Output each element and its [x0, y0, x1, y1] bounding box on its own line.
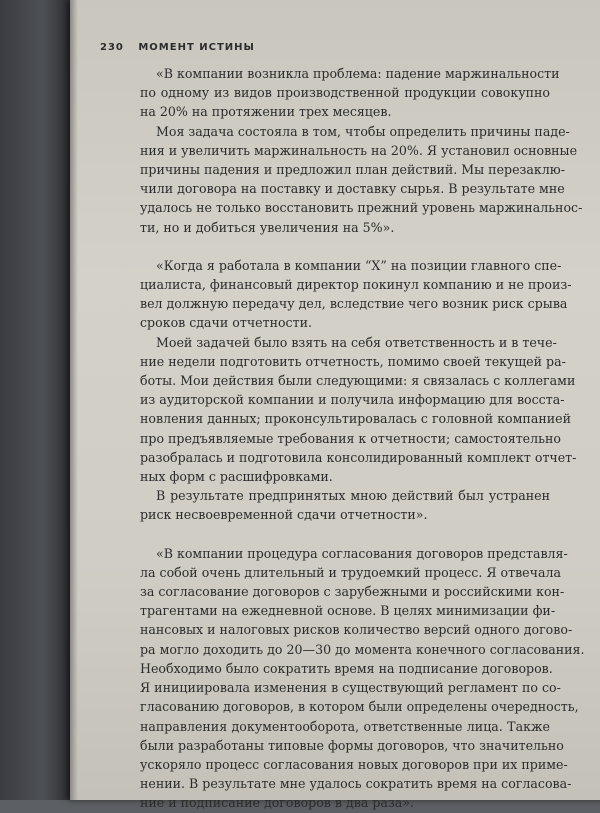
paragraph — [140, 486, 550, 524]
text-line: чили договора на поставку и доставку сырья. В результате мне — [140, 181, 565, 197]
text-line: Необходимо было сократить время на подписание договоров. — [140, 660, 553, 676]
quote-block — [140, 544, 585, 813]
text-line: ние и подписание договоров в два раза». — [140, 795, 414, 811]
text-line: ти, но и добиться увеличения на 5%». — [140, 219, 395, 235]
paragraph — [140, 544, 585, 813]
paragraph — [140, 64, 560, 122]
text-line: вел должную передачу дел, вследствие чего возник риск срыва — [140, 296, 568, 312]
text-line: «Когда я работала в компании “Х” на позиции главного спе- — [156, 257, 562, 273]
block-gap — [140, 237, 550, 256]
book-page — [70, 0, 600, 811]
text-line: риск несвоевременной сдачи отчетности». — [140, 507, 428, 523]
text-line: на 20% на протяжении трех месяцев. — [140, 104, 392, 120]
text-line: из аудиторской компании и получила информацию для восста- — [140, 392, 565, 408]
text-line: В результате предпринятых мною действий был устранен — [156, 488, 550, 504]
page-body-text — [140, 64, 585, 813]
text-line: удалось не только восстановить прежний уровень маржинальнос- — [140, 200, 583, 216]
paragraph — [140, 256, 572, 333]
text-line: ние недели подготовить отчетность, помимо своей текущей ра- — [140, 353, 566, 369]
text-line: ла собой очень длительный и трудоемкий процесс. Я отвечала — [140, 564, 561, 580]
text-line: ных форм с расшифровками. — [140, 469, 333, 485]
running-header — [100, 42, 255, 53]
text-line: нении. В результате мне удалось сократить время на согласова- — [140, 776, 572, 792]
text-line: новления данных; проконсультировалась с головной компанией — [140, 411, 571, 427]
paragraph — [140, 122, 583, 237]
text-line: гласованию договоров, в котором были определены очередность, — [140, 699, 579, 715]
text-line: Я инициировала изменения в существующий регламент по со- — [140, 680, 561, 696]
text-line: нансовых и налоговых рисков количество версий одного догово- — [140, 622, 573, 638]
text-line: трагентами на ежедневной основе. В целях минимизации фи- — [140, 603, 556, 619]
paragraph — [140, 333, 577, 487]
text-line: по одному из видов производственной продукции совокупно — [140, 85, 550, 101]
text-line: «В компании процедура согласования договоров представля- — [156, 545, 568, 561]
text-line: «В компании возникла проблема: падение маржинальности — [156, 66, 560, 81]
text-line: ра могло доходить до 20—30 до момента конечного согласования. — [140, 641, 585, 657]
text-line: циалиста, финансовый директор покинул компанию и не произ- — [140, 277, 572, 293]
block-gap — [140, 525, 550, 544]
text-line: про предъявляемые требования к отчетности; самостоятельно — [140, 430, 561, 446]
text-line: причины падения и предложил план действий. Мы перезаклю- — [140, 162, 566, 178]
text-line: Моей задачей было взять на себя ответственность и в тече- — [156, 334, 557, 350]
running-title: МОМЕНТ ИСТИНЫ — [138, 42, 255, 53]
text-line: ускоряло процесс согласования новых договоров при их приме- — [140, 756, 568, 772]
quote-block — [140, 256, 577, 525]
text-line: сроков сдачи отчетности. — [140, 315, 312, 331]
book-spine-shadow — [0, 0, 72, 800]
text-line: за согласование договоров с зарубежными и российскими кон- — [140, 584, 565, 600]
page-binding-edge — [70, 0, 78, 800]
text-line: разобралась и подготовила консолидированный комплект отчет- — [140, 449, 577, 465]
text-line: ния и увеличить маржинальность на 20%. Я установил основные — [140, 142, 578, 158]
text-line: Моя задача состояла в том, чтобы определить причины паде- — [156, 123, 570, 139]
text-line: боты. Мои действия были следующими: я связалась с коллегами — [140, 373, 576, 389]
text-line: были разработаны типовые формы договоров, что значительно — [140, 737, 564, 753]
text-line: направления документооборота, ответственные лица. Также — [140, 718, 550, 734]
quote-block — [140, 64, 583, 237]
page-number: 230 — [100, 42, 124, 53]
